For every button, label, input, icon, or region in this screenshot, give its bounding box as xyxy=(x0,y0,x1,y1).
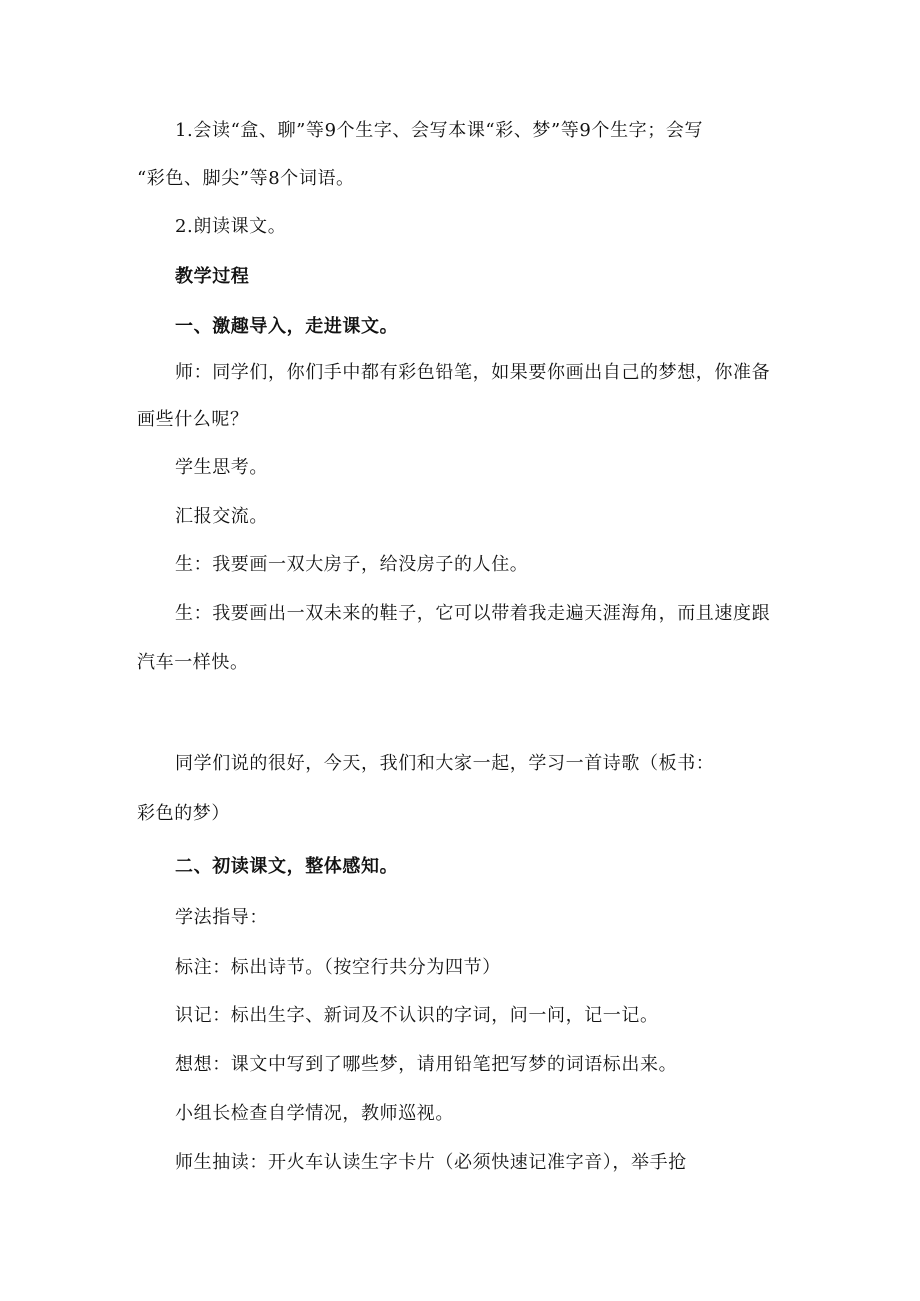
student-answer-2-line-1: 生：我要画出一双未来的鞋子，它可以带着我走遍天涯海角，而且速度跟 xyxy=(175,603,771,624)
teacher-intro-line-1: 同学们说的很好，今天，我们和大家一起，学习一首诗歌（板书： xyxy=(175,753,715,774)
objective-1-line-1: 1.会读“盒、聊”等9个生字、会写本课“彩、梦”等9个生字；会写 xyxy=(175,120,704,141)
section-1-heading: 一、激趣导入，走进课文。 xyxy=(175,316,399,337)
student-answer-2-line-2: 汽车一样快。 xyxy=(137,652,249,673)
student-answer-1: 生：我要画一双大房子，给没房子的人住。 xyxy=(175,554,529,575)
share-exchange: 汇报交流。 xyxy=(175,506,268,527)
objective-1-line-2: “彩色、脚尖”等8个词语。 xyxy=(137,168,355,189)
method-think: 想想：课文中写到了哪些梦，请用铅笔把写梦的词语标出来。 xyxy=(175,1054,678,1075)
teacher-intro-line-2: 彩色的梦） xyxy=(137,803,230,824)
section-2-heading: 二、初读课文，整体感知。 xyxy=(175,856,399,877)
teacher-question-line-2: 画些什么呢？ xyxy=(137,409,249,430)
method-title: 学法指导： xyxy=(175,907,268,928)
teacher-question-line-1: 师：同学们，你们手中都有彩色铅笔，如果要你画出自己的梦想，你准备 xyxy=(175,362,771,383)
method-mark: 标注：标出诗节。（按空行共分为四节） xyxy=(175,957,501,978)
reading-activity: 师生抽读：开火车认读生字卡片（必须快速记准字音），举手抢 xyxy=(175,1152,687,1173)
method-memorize: 识记：标出生字、新词及不认识的字词，问一问，记一记。 xyxy=(175,1005,659,1026)
student-think: 学生思考。 xyxy=(175,457,268,478)
group-check: 小组长检查自学情况，教师巡视。 xyxy=(175,1103,454,1124)
process-heading: 教学过程 xyxy=(175,266,250,287)
objective-2: 2.朗读课文。 xyxy=(175,216,287,237)
